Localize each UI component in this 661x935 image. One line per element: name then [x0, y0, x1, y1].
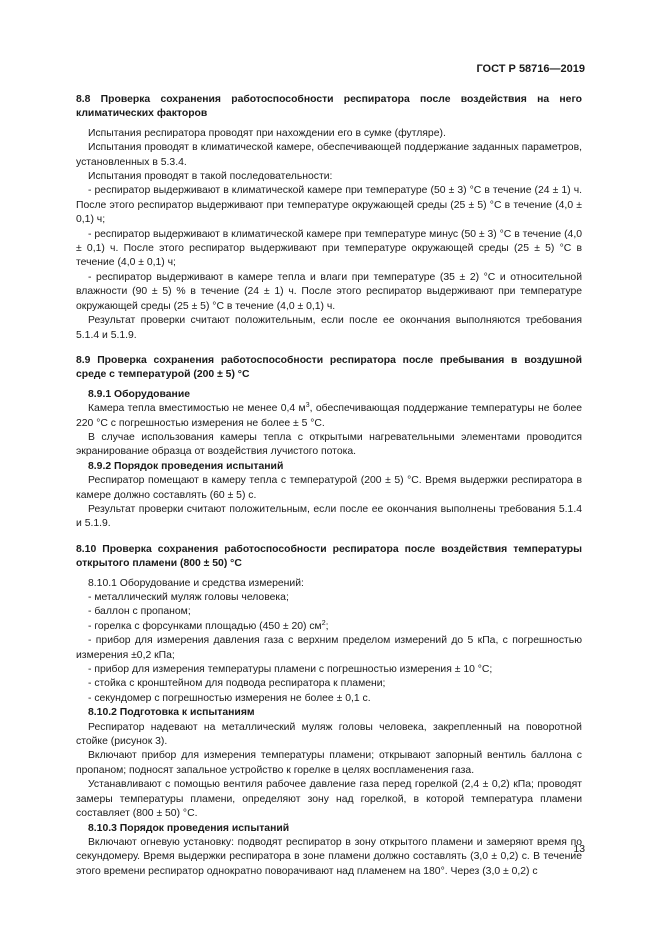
- s89-superscript: 3: [305, 402, 310, 410]
- s89-paragraph-2: В случае использования камеры тепла с открытыми нагревательными элементами проводится экранирование образца от воздействия лучистого потока.: [76, 431, 582, 458]
- s810-paragraph-3: Включают прибор для измерения температуры пламени; открывают запорный вентиль баллона с пропаном; подносят запальное устройство к горелке в целях воспламенения газа.: [76, 750, 582, 776]
- s88-list-item-3: - респиратор выдерживают в камере тепла и влаги при температуре (35 ± 2) °С и относительной влажности (90 ± 5) % в течение (24 ± 1) ч. После этого респиратор выдерживают при температуре окружающей среды (25 ± 5) °С в течение (4,0 ± 0,1) ч.: [76, 271, 582, 312]
- s810-paragraph-4: Устанавливают с помощью вентиля рабочее давление газа перед горелкой (2,4 ± 0,2) кПа; проводят замеры температуры пламени, определяют зону над горелкой, в которой температура пламени составляет (800 ± 50) °С.: [76, 779, 582, 820]
- s810-list-item-7: - секундомер с погрешностью измерения не более ± 0,1 с.: [88, 692, 371, 704]
- s810-paragraph-5: Включают огневую установку: подводят респиратор в зону открытого пламени и замеряют время по секундомеру. Время выдержки респиратора в зоне пламени должно составлять (3,0 ± 0,2) с. В течение этого времени респиратор однократно поворачивают над пламенем на 180°. Через (3,0 ± 0,2) с: [76, 836, 582, 877]
- s88-list-item-2: - респиратор выдерживают в климатической камере при температуре минус (50 ± 3) °С в течение (4,0 ± 0,1) ч. После этого респиратор выдерживают при температуре окружающей среды (25 ± 5) °С в течение (4,0 ± 0,1) ч;: [76, 228, 582, 269]
- s810-list-item-4: - прибор для измерения давления газа с верхним пределом измерений до 5 кПа, с погрешностью измерения ±0,2 кПа;: [76, 635, 582, 661]
- s89-paragraph-1-b: , обеспечивающая поддержание температуры не более 220 °С с погрешностью измерения не более ± 5 °С.: [76, 403, 583, 429]
- s810-list-item-5: - прибор для измерения температуры пламени с погрешностью измерения ± 10 °С;: [88, 664, 493, 676]
- s810-equipment-intro: 8.10.1 Оборудование и средства измерений:: [88, 577, 304, 589]
- s810-list-item-3: [76, 620, 582, 634]
- s810-list-item-6: - стойка с кронштейном для подвода респиратора к пламени;: [88, 678, 386, 690]
- s89-result: Результат проверки считают положительным, если после ее окончания выполнены требования 5.1.4 и 5.1.9.: [76, 503, 582, 530]
- s810-list-item-3-b: ;: [325, 620, 329, 632]
- document-code: ГОСТ Р 58716—2019: [476, 63, 585, 75]
- s88-paragraph-2: Испытания проводят в климатической камере, обеспечивающей поддержание заданных параметров, установленных в 5.3.4.: [76, 142, 582, 168]
- section-8-10-title: 8.10 Проверка сохранения работоспособности респиратора после воздействия температуры открытого пламени (800 ± 50) °С: [76, 543, 582, 570]
- s810-paragraph-2: Респиратор надевают на металлический муляж головы человека, закрепленный на поворотной стойке (рисунок 3).: [76, 721, 582, 748]
- s810-superscript: 2: [321, 619, 326, 627]
- s88-paragraph-3: Испытания проводят в такой последовательности:: [88, 171, 333, 183]
- s89-paragraph-1: [76, 402, 582, 431]
- section-8-8-title: 8.8 Проверка сохранения работоспособности респиратора после воздействия на него климатических факторов: [76, 94, 582, 120]
- s89-paragraph-3: Респиратор помещают в камеру тепла с температурой (200 ± 5) °С. Время выдержки респиратора в камере должно составлять (60 ± 5) с.: [76, 475, 582, 501]
- section-8-9-title: 8.9 Проверка сохранения работоспособности респиратора после пребывания в воздушной среде с температурой (200 ± 5) °С: [76, 354, 582, 381]
- s88-list-item-1: - респиратор выдерживают в климатической камере при температуре (50 ± 3) °С в течение (24 ± 1) ч. После этого респиратор выдерживают при температуре окружающей среды (25 ± 5) °С в течение (4,0 ± 0,1) ч;: [76, 185, 582, 226]
- subsection-8-9-1-title: 8.9.1 Оборудование: [88, 388, 190, 400]
- s89-paragraph-1-a: Камера тепла вместимостью не менее 0,4 м: [88, 403, 306, 415]
- s810-list-item-3-a: - горелка с форсунками площадью (450 ± 20) см: [88, 620, 322, 632]
- s810-list-item-2: - баллон с пропаном;: [88, 606, 191, 618]
- s88-paragraph-1: Испытания респиратора проводят при нахождении его в сумке (футляре).: [88, 127, 446, 139]
- page-number: 13: [573, 844, 585, 855]
- subsection-8-9-2-title: 8.9.2 Порядок проведения испытаний: [88, 460, 284, 472]
- s810-list-item-1: - металлический муляж головы человека;: [88, 592, 289, 603]
- page-body: [76, 93, 582, 879]
- subsection-8-10-2-title: 8.10.2 Подготовка к испытаниям: [88, 707, 255, 719]
- subsection-8-10-3-title: 8.10.3 Порядок проведения испытаний: [88, 822, 290, 834]
- s88-result: Результат проверки считают положительным, если после ее окончания выполняются требования 5.1.4 и 5.1.9.: [76, 315, 582, 341]
